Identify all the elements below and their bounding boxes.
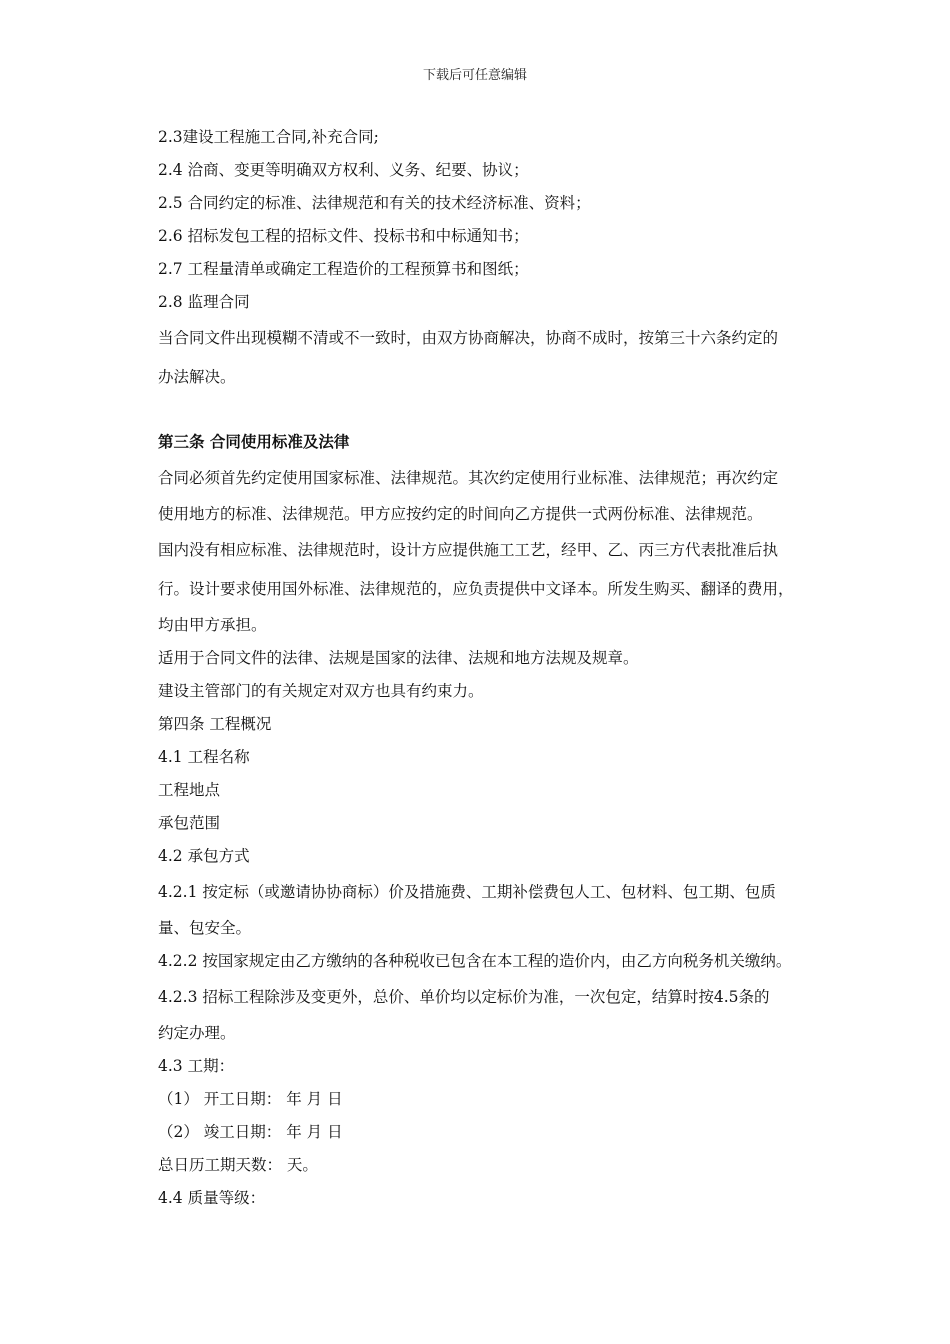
clause-2-8: 2.8 监理合同	[158, 293, 250, 311]
field-project-location: 工程地点	[158, 781, 221, 799]
clause-4-2-1: 4.2.1 按定标（或邀请协协商标）价及措施费、工期补偿费包人工、包材料、包工期、包质	[158, 883, 776, 901]
paragraph-line: 办法解决。	[158, 368, 236, 386]
paragraph-line: 国内没有相应标准、法律规范时，设计方应提供施工工艺，经甲、乙、丙三方代表批准后执	[158, 541, 779, 559]
paragraph-line: 量、包安全。	[158, 919, 252, 937]
clause-4-2-3: 4.2.3 招标工程除涉及变更外，总价、单价均以定标价为准，一次包定，结算时按4.5条的	[158, 988, 770, 1006]
clause-2-5: 2.5 合同约定的标准、法律规范和有关的技术经济标准、资料；	[158, 194, 591, 212]
clause-2-4: 2.4 洽商、变更等明确双方权利、义务、纪要、协议；	[158, 161, 529, 179]
paragraph-line: 建设主管部门的有关规定对双方也具有约束力。	[158, 682, 484, 700]
clause-4-2-2: 4.2.2 按国家规定由乙方缴纳的各种税收已包含在本工程的造价内，由乙方向税务机关缴纳。	[158, 952, 792, 970]
paragraph-line: 均由甲方承担。	[158, 616, 267, 634]
clause-4-4: 4.4 质量等级：	[158, 1189, 266, 1207]
paragraph-line: 适用于合同文件的法律、法规是国家的法律、法规和地方法规及规章。	[158, 649, 639, 667]
paragraph-line: 当合同文件出现模糊不清或不一致时，由双方协商解决，协商不成时，按第三十六条约定的	[158, 329, 779, 347]
page-header: 下载后可任意编辑	[422, 68, 527, 83]
clause-4-1: 4.1 工程名称	[158, 748, 250, 766]
paragraph-line: 约定办理。	[158, 1024, 236, 1042]
paragraph-line: 使用地方的标准、法律规范。甲方应按约定的时间向乙方提供一式两份标准、法律规范。	[158, 505, 763, 523]
field-completion-date: （2） 竣工日期： 年 月 日	[158, 1123, 343, 1141]
clause-2-7: 2.7 工程量清单或确定工程造价的工程预算书和图纸；	[158, 260, 529, 278]
paragraph-line: 合同必须首先约定使用国家标准、法律规范。其次约定使用行业标准、法律规范；再次约定	[158, 469, 779, 487]
section-gap	[158, 397, 848, 426]
field-start-date: （1） 开工日期： 年 月 日	[158, 1090, 343, 1108]
paragraph-line: 行。设计要求使用国外标准、法律规范的，应负责提供中文译本。所发生购买、翻译的费用，	[158, 580, 794, 598]
section-heading-article-4: 第四条 工程概况	[158, 715, 272, 733]
clause-2-3: 2.3建设工程施工合同,补充合同;	[158, 128, 379, 146]
section-heading-article-3: 第三条 合同使用标准及法律	[158, 433, 350, 451]
clause-4-3: 4.3 工期：	[158, 1057, 235, 1075]
document-body	[158, 121, 848, 1215]
field-total-days: 总日历工期天数： 天。	[158, 1156, 318, 1174]
field-contract-scope: 承包范围	[158, 814, 221, 832]
clause-2-6: 2.6 招标发包工程的招标文件、投标书和中标通知书；	[158, 227, 529, 245]
clause-4-2: 4.2 承包方式	[158, 847, 250, 865]
